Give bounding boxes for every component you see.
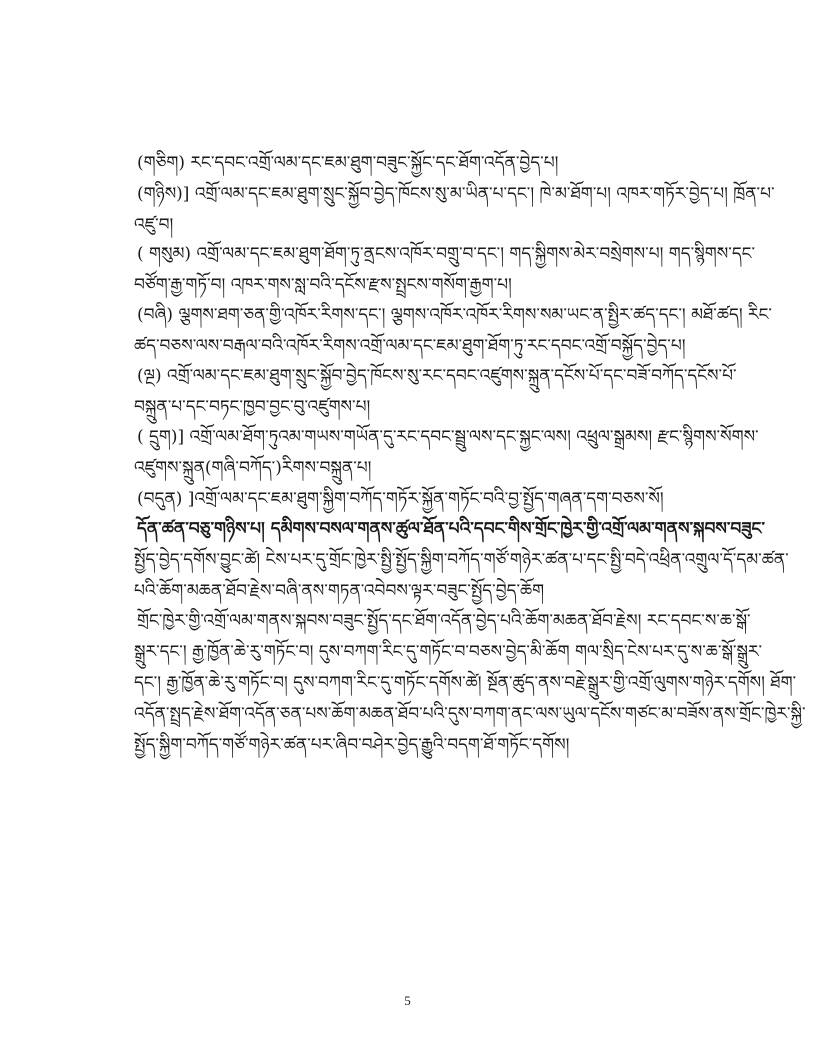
text-line: ( དྲུག)] འགྲོ་ལམ་ཐོག་ཏུའམ་གཡས་གཡོན་དུ་རང་དབང་སྦྲུ་ལས་དང་སྐྱང་ལས། འཕྲུལ་སྒྲམས། རྫང་སྙིགས་སོགས་: [137, 427, 759, 447]
article-12-paragraph: [134, 514, 789, 607]
paragraph-clause-3: [134, 239, 756, 301]
article-12-continuation: [134, 606, 806, 761]
text-line: (ལྔ) འགྲོ་ལམ་དང་ཇམ་ཐུག་སྲུང་སྐྱོབ་བྱེད་ཁོངས་སུ་རང་དབང་འཛུགས་སྐྲུན་དངོས་པོ་དང་བཟོ་བཀོད་དངོས་པོ་: [137, 366, 737, 386]
paragraph-clause-1: [134, 148, 694, 179]
paragraph-clause-7: [134, 484, 694, 515]
text-line: འཛུགས་སྐྲུན(གཞི་བཀོད་)རིགས་བསྐྲུན་པ།: [134, 458, 372, 478]
text-line: (བཞི) ལྕགས་ཐག་ཅན་གྱི་འཁོར་རིགས་དང་། ལྕགས་འཁོར་འཁོར་རིགས་སམ་ཡང་ན་སྤྱིར་ཚད་དང་། མཐོ་ཚད། རིང་: [137, 305, 772, 325]
paragraph-clause-4: [134, 300, 772, 362]
text-line: ( གསུམ) འགྲོ་ལམ་དང་ཇམ་ཐུག་ཐོག་ཏུ་ནྲངས་འཁོར་བགྲུ་བ་དང་། གད་སྐྱིགས་མེར་བསྲེགས་པ། གད་སྙིགས་དང་: [137, 244, 756, 264]
page-number: 5: [404, 993, 411, 1008]
text-line: གྲོང་ཁྱེར་གྱི་འགྲོ་ལམ་གནས་སྐབས་བཟུང་སྤྱོད་དང་ཐོག་འདོན་བྱེད་པའི་ཆོག་མཆན་ཐོབ་རྗེས། རང་དབང་ས་ཆ་སྒོ་: [137, 611, 751, 631]
text-line: འདོན་སྤྲད་རྗེས་ཐོག་འདོན་ཅན་པས་ཆོག་མཆན་ཐོབ་པའི་དུས་བཀག་ནང་ལས་ཡུལ་དངོས་གཙང་མ་བཟོས་ནས་གྲོང་ཁྱེར་སྐྱི་: [134, 704, 806, 724]
text-line: སྒྲུར་དང་། རྒྱ་ཁྱོན་ཆེ་རུ་གཏོང་བ། དུས་བཀག་རིང་དུ་གཏོང་བ་བཅས་བྱེད་མི་ཆོག གལ་སྲིད་ངེས་པར་དུ་ས་ཆ་སྒོ་སྒྲུར་: [134, 642, 763, 662]
text-line: སྤྱོད་སྐྱིག་བཀོད་གཙོ་གཉེར་ཚན་པར་ཞིབ་བཤེར་བྱེད་རྒྱུའི་བདག་ཐོ་གཏོང་དགོས།: [134, 735, 570, 755]
text-line: པའི་ཆོག་མཆན་ཐོབ་རྗེས་བཞི་ནས་གཏན་འབེབས་ལྟར་བཟུང་སྤྱོད་བྱེད་ཆོག: [134, 581, 545, 601]
text-line: འཛུ་བ།: [134, 215, 174, 235]
paragraph-clause-2: [134, 179, 775, 241]
text-line: ཚད་བཅས་ལས་བརྒལ་བའི་འཁོར་རིགས་འགྲོ་ལམ་དང་ཇམ་ཐུག་ཐོག་ཏུ་རང་དབང་འགྲོ་བསྐྱོད་བྱེད་པ།: [134, 336, 686, 356]
text-line: (གཅིག) རང་དབང་འགྲོ་ལམ་དང་ཇམ་ཐུག་བཟུང་སྐྱོང་དང་ཐོག་འདོན་བྱེད་པ།: [137, 153, 559, 173]
text-line: དང་། རྒྱ་ཁྱོན་ཆེ་རུ་གཏོང་བ། དུས་བཀག་རིང་དུ་གཏོང་དགོས་ཚེ། སྔོན་ཚུད་ནས་བརྗེ་སྒྲུར་གྱི་འགྲོ་ལུགས་གཉེར་དགོས། ཐོག་: [134, 673, 797, 693]
text-line: དོན་ཚན་བཅུ་གཉིས་པ། དམིགས་བསལ་གནས་ཚུལ་ཐོན་པའི་དབང་གིས་གྲོང་ཁྱེར་གྱི་འགྲོ་ལམ་གནས་སྐབས་བཟུང་: [137, 519, 765, 539]
text-line: བཙོག་རྒྱ་གཏོ་བ། འཁར་གས་སླ་བའི་དངོས་རྫས་སྤྲངས་གསོག་རྒྱག་པ།: [134, 275, 512, 295]
text-line: (གཉིས)] འགྲོ་ལམ་དང་ཇམ་ཐུག་སྲུང་སྐྱོབ་བྱེད་ཁོངས་སུ་མ་ཡིན་པ་དང་། ཁེ་མ་ཐོག་པ། འཁར་གཏོར་བྱེད་པ། ཁྲོན་པ་: [137, 184, 775, 204]
text-line: བསྐྲུན་པ་དང་བཏང་ཁྱབ་བྱང་བུ་འཛུགས་པ།: [134, 397, 371, 417]
text-line: (བདུན) ]འགྲོ་ལམ་དང་ཇམ་ཐུག་སྐྱིག་བཀོད་གཏོར་སྐྱོན་གཏོང་བའི་བྱ་སྤྱོད་གཞན་དག་བཅས་སོ།: [137, 489, 664, 509]
paragraph-clause-5: [134, 361, 737, 423]
text-line: སྤྱོད་བྱེད་དགོས་བྱུང་ཚེ། ངེས་པར་དུ་གྲོང་ཁྱེར་སྤྱི་སྤྱོད་སྐྱིག་བཀོད་གཙོ་གཉེར་ཚན་པ་དང་སྤྱི་བདེ་འཕྲིན་འགྲུལ་དོ་དམ་ཚན་: [134, 550, 789, 570]
paragraph-clause-6: [134, 422, 759, 484]
